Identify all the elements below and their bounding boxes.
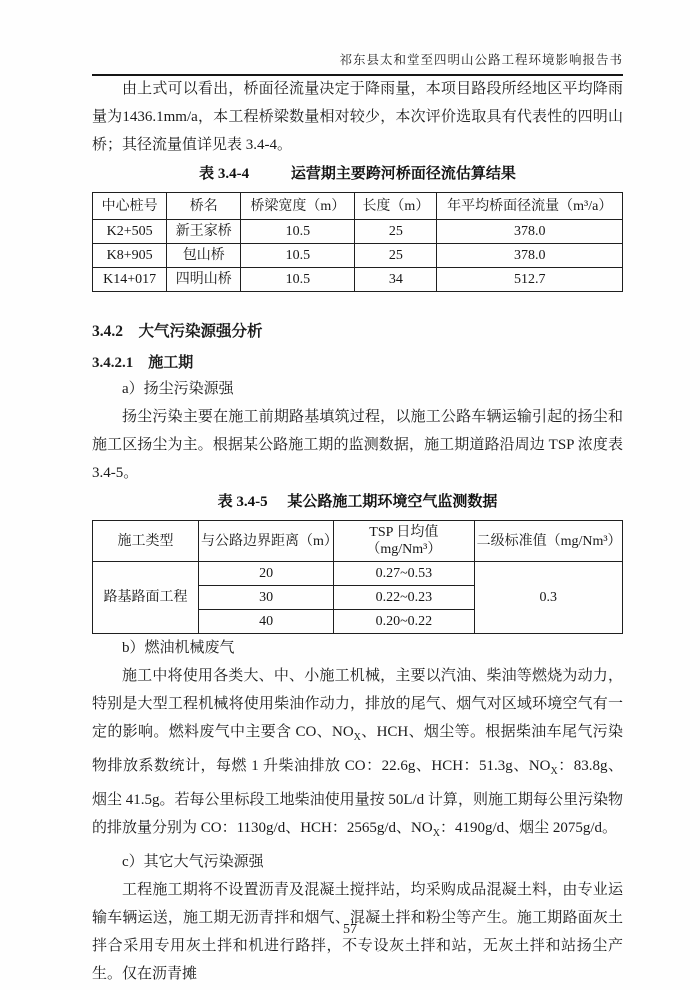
cell-standard-value: 0.3 bbox=[474, 562, 622, 634]
table-3-4-4-title: 运营期主要跨河桥面径流估算结果 bbox=[290, 166, 516, 182]
cell-tsp: 0.20~0.22 bbox=[334, 610, 474, 634]
col-header-width: 桥梁宽度（m） bbox=[241, 193, 355, 220]
table-row bbox=[93, 244, 623, 268]
running-header: 祁东县太和堂至四明山公路工程环境影响报告书 bbox=[92, 0, 623, 76]
cell-stake: K14+017 bbox=[93, 268, 167, 292]
cell-bridge-name: 四明山桥 bbox=[167, 268, 241, 292]
table-row bbox=[93, 562, 623, 586]
paragraph-fuel-machinery-exhaust: 施工中将使用各类大、中、小施工机械，主要以汽油、柴油等燃烧为动力，特别是大型工程机械将使用柴油作动力，排放的尾气、烟气对区域环境空气有一定的影响。燃料废气中主要含 CO、$NO_X$、HCH、烟尘等。根据柴油车尾气污染物排放系数统计，每燃 1 升柴油排放 CO：22.6g、HCH：51.3g、$NO_X$：83.8g、烟尘 41.5g。若每公里标段工地柴油使用量按 50L/d 计算，则施工期每公里污染物的排放量分别为 CO：1130g/d、HCH：2565g/d、$NO_X$：4190g/d、烟尘 2075g/d。 bbox=[92, 668, 623, 839]
col-header-standard: 二级标准值（mg/Nm³） bbox=[474, 521, 622, 562]
cell-bridge-name: 包山桥 bbox=[167, 244, 241, 268]
section-heading-3-4-2: 3.4.2 大气污染源强分析 bbox=[92, 323, 263, 340]
table-header-row bbox=[93, 193, 623, 220]
page-number: 57 bbox=[343, 922, 357, 937]
col-header-stake: 中心桩号 bbox=[93, 193, 167, 220]
table-3-4-4-label: 表 3.4-4 bbox=[199, 166, 250, 182]
col-header-bridge-name: 桥名 bbox=[167, 193, 241, 220]
cell-stake: K2+505 bbox=[93, 220, 167, 244]
col-header-runoff: 年平均桥面径流量（m³/a） bbox=[437, 193, 623, 220]
bridge-runoff-table bbox=[92, 192, 623, 292]
col-header-tsp: TSP 日均值（mg/Nm³） bbox=[334, 521, 474, 562]
table-3-4-4-caption bbox=[92, 163, 623, 185]
cell-bridge-name: 新王家桥 bbox=[167, 220, 241, 244]
table-3-4-5-title: 某公路施工期环境空气监测数据 bbox=[287, 494, 498, 510]
cell-construction-type: 路基路面工程 bbox=[93, 562, 199, 634]
paragraph-runoff-summary: 由上式可以看出，桥面径流量决定于降雨量，本项目路段所经地区平均降雨量为1436.1mm/a，本工程桥梁数量相对较少，本次评价选取具有代表性的四明山桥；其径流量值详见表 3.4-4。 bbox=[92, 81, 623, 153]
col-header-construction-type: 施工类型 bbox=[93, 521, 199, 562]
table-row bbox=[93, 220, 623, 244]
cell-runoff: 512.7 bbox=[437, 268, 623, 292]
cell-runoff: 378.0 bbox=[437, 220, 623, 244]
cell-distance: 40 bbox=[199, 610, 334, 634]
paragraph-dust-source: 扬尘污染主要在施工前期路基填筑过程，以施工公路车辆运输引起的扬尘和施工区扬尘为主。根据某公路施工期的监测数据，施工期道路沿周边 TSP 浓度表 3.4-5。 bbox=[92, 409, 623, 481]
item-c-heading: c）其它大气污染源强 bbox=[122, 854, 264, 870]
table-3-4-5-caption bbox=[92, 491, 623, 513]
cell-length: 25 bbox=[355, 220, 437, 244]
cell-distance: 20 bbox=[199, 562, 334, 586]
cell-length: 34 bbox=[355, 268, 437, 292]
cell-width: 10.5 bbox=[241, 220, 355, 244]
table-3-4-5-label: 表 3.4-5 bbox=[217, 494, 268, 510]
section-heading-3-4-2-1: 3.4.2.1 施工期 bbox=[92, 355, 194, 371]
cell-distance: 30 bbox=[199, 586, 334, 610]
cell-length: 25 bbox=[355, 244, 437, 268]
page-content bbox=[92, 75, 623, 988]
col-header-length: 长度（m） bbox=[355, 193, 437, 220]
cell-runoff: 378.0 bbox=[437, 244, 623, 268]
item-b-heading: b）燃油机械废气 bbox=[122, 640, 235, 656]
air-monitoring-table bbox=[92, 520, 623, 634]
cell-stake: K8+905 bbox=[93, 244, 167, 268]
cell-width: 10.5 bbox=[241, 244, 355, 268]
cell-width: 10.5 bbox=[241, 268, 355, 292]
item-a-heading: a）扬尘污染源强 bbox=[122, 381, 234, 397]
cell-tsp: 0.27~0.53 bbox=[334, 562, 474, 586]
paragraph-other-air-sources: 工程施工期将不设置沥青及混凝土搅拌站，均采购成品混凝土料，由专业运输车辆运送，施工期无沥青拌和烟气、混凝土拌和粉尘等产生。施工期路面灰土拌合采用专用灰土拌和机进行路拌，不专设灰土拌和站，无灰土拌和站扬尘产生。仅在沥青摊 bbox=[92, 882, 623, 982]
table-row bbox=[93, 268, 623, 292]
col-header-distance: 与公路边界距离（m） bbox=[199, 521, 334, 562]
table-header-row bbox=[93, 521, 623, 562]
cell-tsp: 0.22~0.23 bbox=[334, 586, 474, 610]
